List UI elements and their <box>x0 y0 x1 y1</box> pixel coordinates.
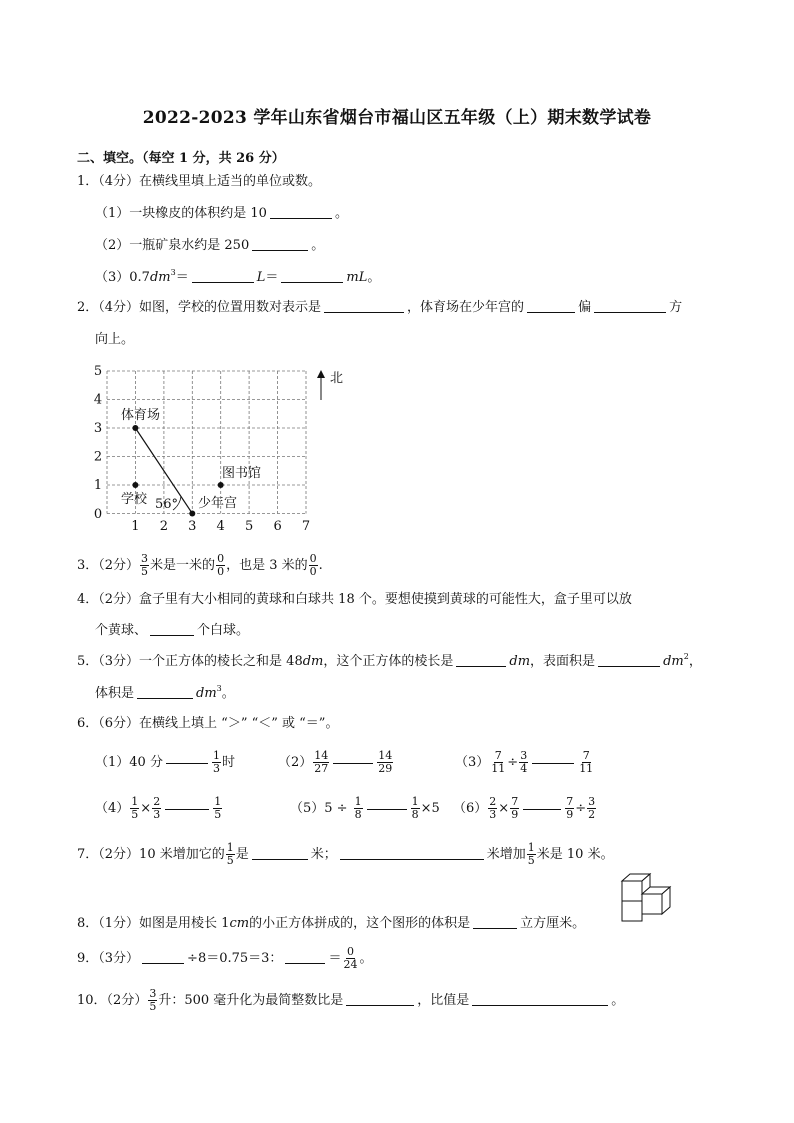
q3-frac-den: 5 <box>141 565 149 578</box>
q6-item1-num: 1 <box>212 749 220 762</box>
q6-item6-div: ÷ <box>575 801 587 816</box>
q2-line2: 向上。 <box>95 332 135 347</box>
q3-line <box>77 553 323 578</box>
q5-unit-4: dm <box>196 686 217 701</box>
q1-sub3-a: （3）0.7 <box>95 270 150 285</box>
y-tick-4: 4 <box>93 392 103 408</box>
q6-item6-den-c: 9 <box>566 808 574 821</box>
q6-item2-den-l: 27 <box>314 762 329 775</box>
q6-item4-num-c: 1 <box>214 795 222 808</box>
q9-text-b: ÷8＝0.75＝3： <box>187 951 283 966</box>
q10-line <box>77 988 624 1013</box>
q6-item6-label: （6） <box>453 801 488 816</box>
q9-line <box>77 946 372 971</box>
q9-frac-den: 24 <box>343 958 358 971</box>
q8-unit: cm <box>229 916 250 931</box>
q6-item3-label: （3） <box>455 755 490 770</box>
q6-item2-left-fraction <box>313 750 329 775</box>
q1-sub3-sup: 3 <box>170 268 176 277</box>
q5-unit-2: dm <box>509 654 531 669</box>
x-tick-5: 5 <box>244 519 254 534</box>
q5-text-c: ，表面积是 <box>530 654 596 669</box>
library-label: 图书馆 <box>222 466 262 481</box>
q1-sub1-text: （1）一块橡皮的体积约是 10 <box>95 206 267 221</box>
q6-item4-den-c: 5 <box>214 808 222 821</box>
q8-text-a: 8．（1分）如图是用棱长 1 <box>77 916 230 931</box>
q6-item4-den-b: 3 <box>153 808 161 821</box>
q6-item4-frac-a <box>130 796 139 821</box>
x-tick-3: 3 <box>188 519 197 534</box>
q3-blank-num-2: 0 <box>309 552 317 565</box>
q6-item2-blank[interactable] <box>333 763 373 764</box>
q3-blank-den-1: 0 <box>217 565 225 578</box>
q9-fraction <box>342 946 358 971</box>
q2-text-c: 偏 <box>578 300 592 315</box>
q7-frac2-num: 1 <box>527 841 535 854</box>
q2-text-b: ，体育场在少年宫的 <box>407 300 525 315</box>
q4-line2 <box>95 621 249 641</box>
q5-unit-1: dm <box>302 654 324 669</box>
q6-item4-num-b: 2 <box>153 795 161 808</box>
q6-item6-num-d: 3 <box>588 795 596 808</box>
q6-item1-after: 时 <box>221 755 235 770</box>
q6-item5-den-b: 8 <box>411 808 419 821</box>
q5-text-b: ，这个正方体的棱长是 <box>323 654 454 669</box>
q6-item5-five: 5 <box>431 801 440 816</box>
q6-item3-den-b: 4 <box>520 762 528 775</box>
q6-item6-den-a: 3 <box>489 808 497 821</box>
y-tick-1: 1 <box>93 478 103 493</box>
y-tick-2: 2 <box>93 449 103 465</box>
q1-sub2 <box>95 236 324 256</box>
x-tick-6: 6 <box>273 519 282 534</box>
q5-blank-area[interactable] <box>598 652 660 667</box>
q6-item3-num-a: 7 <box>494 749 502 762</box>
q6-item5-den-a: 8 <box>354 808 362 821</box>
y-tick-3: 3 <box>93 421 103 436</box>
q3-text-c: ，也是 3 米的 <box>226 558 308 573</box>
q6-item5-frac-a <box>354 796 363 821</box>
q1-sub3-unit: dm <box>149 270 171 285</box>
q5-text-d: ， <box>688 654 702 669</box>
q6-item4-label: （4） <box>95 801 130 816</box>
north-label: 北 <box>330 371 344 386</box>
y-tick-5: 5 <box>93 364 103 379</box>
q4-blank[interactable] <box>150 621 194 636</box>
q10-fraction <box>148 988 157 1013</box>
y-tick-0: 0 <box>93 507 103 522</box>
q5-unit-3: dm <box>663 654 684 669</box>
q2-text-d: 方 <box>669 300 683 315</box>
q9-blank-2[interactable] <box>285 949 325 964</box>
q6-item6-num-b: 7 <box>511 795 519 808</box>
q3-text-a: 3．（2分） <box>77 558 140 573</box>
palace-label: 少年宫 <box>198 496 238 511</box>
q1-sub3-blank-1[interactable] <box>192 268 254 283</box>
q1-sub3-blank-2[interactable] <box>281 268 343 283</box>
q6-item-5 <box>290 796 440 821</box>
q6-item3-div: ÷ <box>507 755 519 770</box>
q6-item3-frac-a <box>490 750 506 775</box>
q6-item1-label: （1）40 分 <box>95 755 163 770</box>
q1-stem: 1．（4分）在横线里填上适当的单位或数。 <box>77 174 322 189</box>
q5-sup2: 2 <box>683 652 689 661</box>
q5-line2 <box>95 684 235 704</box>
q10-blank-2[interactable] <box>472 991 608 1006</box>
q2-line1 <box>77 298 682 318</box>
q3-blank-num-1: 0 <box>217 552 225 565</box>
q6-item6-times: × <box>498 801 510 816</box>
q3-text-b: 米是一米的 <box>150 558 216 573</box>
q2-blank-1[interactable] <box>324 298 404 313</box>
q6-item4-den-a: 5 <box>131 808 139 821</box>
q6-item6-frac-d <box>587 796 596 821</box>
q10-end: 。 <box>611 993 625 1008</box>
cube-stack-figure <box>618 871 680 929</box>
q7-text-e: 米是 10 米。 <box>536 847 614 862</box>
library-point <box>218 482 224 488</box>
q6-item2-num-l: 14 <box>314 749 329 762</box>
q5-line1 <box>77 652 702 672</box>
q6-item2-right-fraction <box>377 750 393 775</box>
q5-blank-edge[interactable] <box>456 652 506 667</box>
q6-item6-num-c: 7 <box>566 795 574 808</box>
x-tick-7: 7 <box>301 519 311 534</box>
q1-sub3-end: 。 <box>367 270 381 285</box>
q3-blank-fraction-2[interactable] <box>309 553 318 578</box>
q6-item4-num-a: 1 <box>131 795 139 808</box>
q3-blank-fraction-1[interactable] <box>216 553 225 578</box>
q10-blank-1[interactable] <box>346 991 414 1006</box>
q5-text-a: 5．（3分）一个正方体的棱长之和是 48 <box>77 654 303 669</box>
q6-item3-blank[interactable] <box>532 763 574 764</box>
q10-frac-den: 5 <box>149 1000 157 1013</box>
q2-blank-3[interactable] <box>594 298 666 313</box>
q8-text-b: 的小正方体拼成的，这个图形的体积是 <box>249 916 471 931</box>
q6-item5-times: × <box>420 801 432 816</box>
q10-text-c: ，比值是 <box>417 993 470 1008</box>
q6-item5-num-a: 1 <box>354 795 362 808</box>
q2-blank-2[interactable] <box>527 298 575 313</box>
q1-sub3-eq: ＝ <box>175 270 189 285</box>
q9-text-c: ＝ <box>328 951 342 966</box>
x-tick-2: 2 <box>159 519 169 534</box>
q7-text-c: 米； <box>310 847 337 862</box>
q3-end: . <box>318 558 323 573</box>
q6-item4-frac-b <box>152 796 161 821</box>
q1-sub2-text: （2）一瓶矿泉水约是 250 <box>95 238 250 253</box>
q6-item1-fraction <box>212 750 221 775</box>
q9-frac-num: 0 <box>346 945 354 958</box>
q6-item2-num-r: 14 <box>378 749 393 762</box>
q7-fraction-2 <box>527 842 536 867</box>
q1-sub3-eq2: ＝ <box>265 270 279 285</box>
section-heading: 二、填空。（每空 1 分，共 26 分） <box>77 151 285 166</box>
q6-item2-label: （2） <box>278 755 313 770</box>
q10-text-b: 升：500 毫升化为最简整数比是 <box>158 993 344 1008</box>
angle-label: 56° <box>155 497 179 512</box>
q4-line1: 4．（2分）盒子里有大小相同的黄球和白球共 18 个。要想使摸到黄球的可能性大，盒子里可以放 <box>77 592 632 607</box>
q1-sub2-end: 。 <box>311 238 325 253</box>
q5-sup3: 3 <box>216 684 222 693</box>
q7-frac1-den: 5 <box>226 854 234 867</box>
q5-end: 。 <box>221 686 235 701</box>
q7-frac1-num: 1 <box>226 841 234 854</box>
q6-item-4 <box>95 796 223 821</box>
q1-sub3-mL: mL <box>346 270 368 285</box>
q6-item2-den-r: 29 <box>378 762 393 775</box>
q6-item3-den-c: 11 <box>579 762 594 775</box>
q7-frac2-den: 5 <box>527 854 535 867</box>
q6-item3-num-c: 7 <box>582 749 590 762</box>
q8-text-c: 立方厘米。 <box>520 916 586 931</box>
north-arrow-icon <box>317 370 325 400</box>
q4-text-b: 个黄球、 <box>95 623 148 638</box>
q6-item-6 <box>453 796 597 821</box>
q7-fraction-1 <box>226 842 235 867</box>
q3-frac-num: 3 <box>141 552 149 565</box>
school-point <box>132 482 138 488</box>
q1-sub1 <box>95 204 348 224</box>
q7-text-d: 米增加 <box>486 847 526 862</box>
x-tick-4: 4 <box>216 519 225 534</box>
q1-sub1-end: 。 <box>334 206 348 221</box>
q6-item6-den-d: 2 <box>588 808 596 821</box>
q6-item6-frac-c <box>565 796 574 821</box>
q6-item-1 <box>95 750 235 775</box>
q6-item6-frac-a <box>488 796 497 821</box>
q6-item5-blank[interactable] <box>367 809 407 810</box>
q7-line <box>77 842 614 867</box>
q8-blank[interactable] <box>473 914 517 929</box>
q6-item3-den-a: 11 <box>491 762 506 775</box>
q6-item6-blank[interactable] <box>523 809 561 810</box>
q1-sub2-blank[interactable] <box>252 236 308 251</box>
x-tick-1: 1 <box>131 519 140 534</box>
q5-blank-volume[interactable] <box>137 684 193 699</box>
q5-text-e: 体积是 <box>95 686 135 701</box>
q7-blank-1[interactable] <box>252 845 308 860</box>
q6-item4-blank[interactable] <box>165 809 209 810</box>
q10-text-a: 10．（2分） <box>77 993 148 1008</box>
q6-item-3 <box>455 750 595 775</box>
q9-end: 。 <box>359 951 373 966</box>
q6-item6-frac-b <box>510 796 519 821</box>
q6-item6-num-a: 2 <box>489 795 497 808</box>
q3-fraction <box>140 553 149 578</box>
q6-item5-frac-b <box>411 796 420 821</box>
q1-sub3-L: L <box>256 270 266 285</box>
q9-blank-1[interactable] <box>142 949 184 964</box>
q4-text-c: 个白球。 <box>197 623 250 638</box>
q7-text-b: 是 <box>235 847 249 862</box>
q3-blank-den-2: 0 <box>309 565 317 578</box>
q8-line <box>77 914 585 934</box>
palace-point <box>189 511 195 517</box>
q2-text-a: 2．（4分）如图，学校的位置用数对表示是 <box>77 300 322 315</box>
q6-item5-label: （5）5 ÷ <box>290 801 348 816</box>
q6-item4-frac-c <box>213 796 222 821</box>
q6-item3-num-b: 3 <box>520 749 528 762</box>
q6-item5-num-b: 1 <box>411 795 419 808</box>
q6-item4-times: × <box>140 801 152 816</box>
stadium-label: 体育场 <box>121 408 161 423</box>
position-grid-figure <box>80 360 360 536</box>
q6-item1-den: 3 <box>212 762 220 775</box>
page-title: 2022-2023 学年山东省烟台市福山区五年级（上）期末数学试卷 <box>142 108 652 128</box>
q6-stem: 6．（6分）在横线上填上 “＞” “＜” 或 “＝”。 <box>77 716 339 731</box>
q6-item-2 <box>278 750 394 775</box>
school-label: 学校 <box>121 492 148 507</box>
q7-text-a: 7．（2分）10 米增加它的 <box>77 847 225 862</box>
q6-item3-frac-b <box>519 750 528 775</box>
q6-item1-blank[interactable] <box>166 763 208 764</box>
q9-text-a: 9．（3分） <box>77 951 140 966</box>
q7-blank-2[interactable] <box>340 845 484 860</box>
stadium-point <box>132 425 138 431</box>
q6-item6-den-b: 9 <box>511 808 519 821</box>
q6-item3-frac-c <box>578 750 594 775</box>
q1-sub1-blank[interactable] <box>270 204 332 219</box>
q1-sub3 <box>95 268 380 288</box>
q10-frac-num: 3 <box>149 987 157 1000</box>
